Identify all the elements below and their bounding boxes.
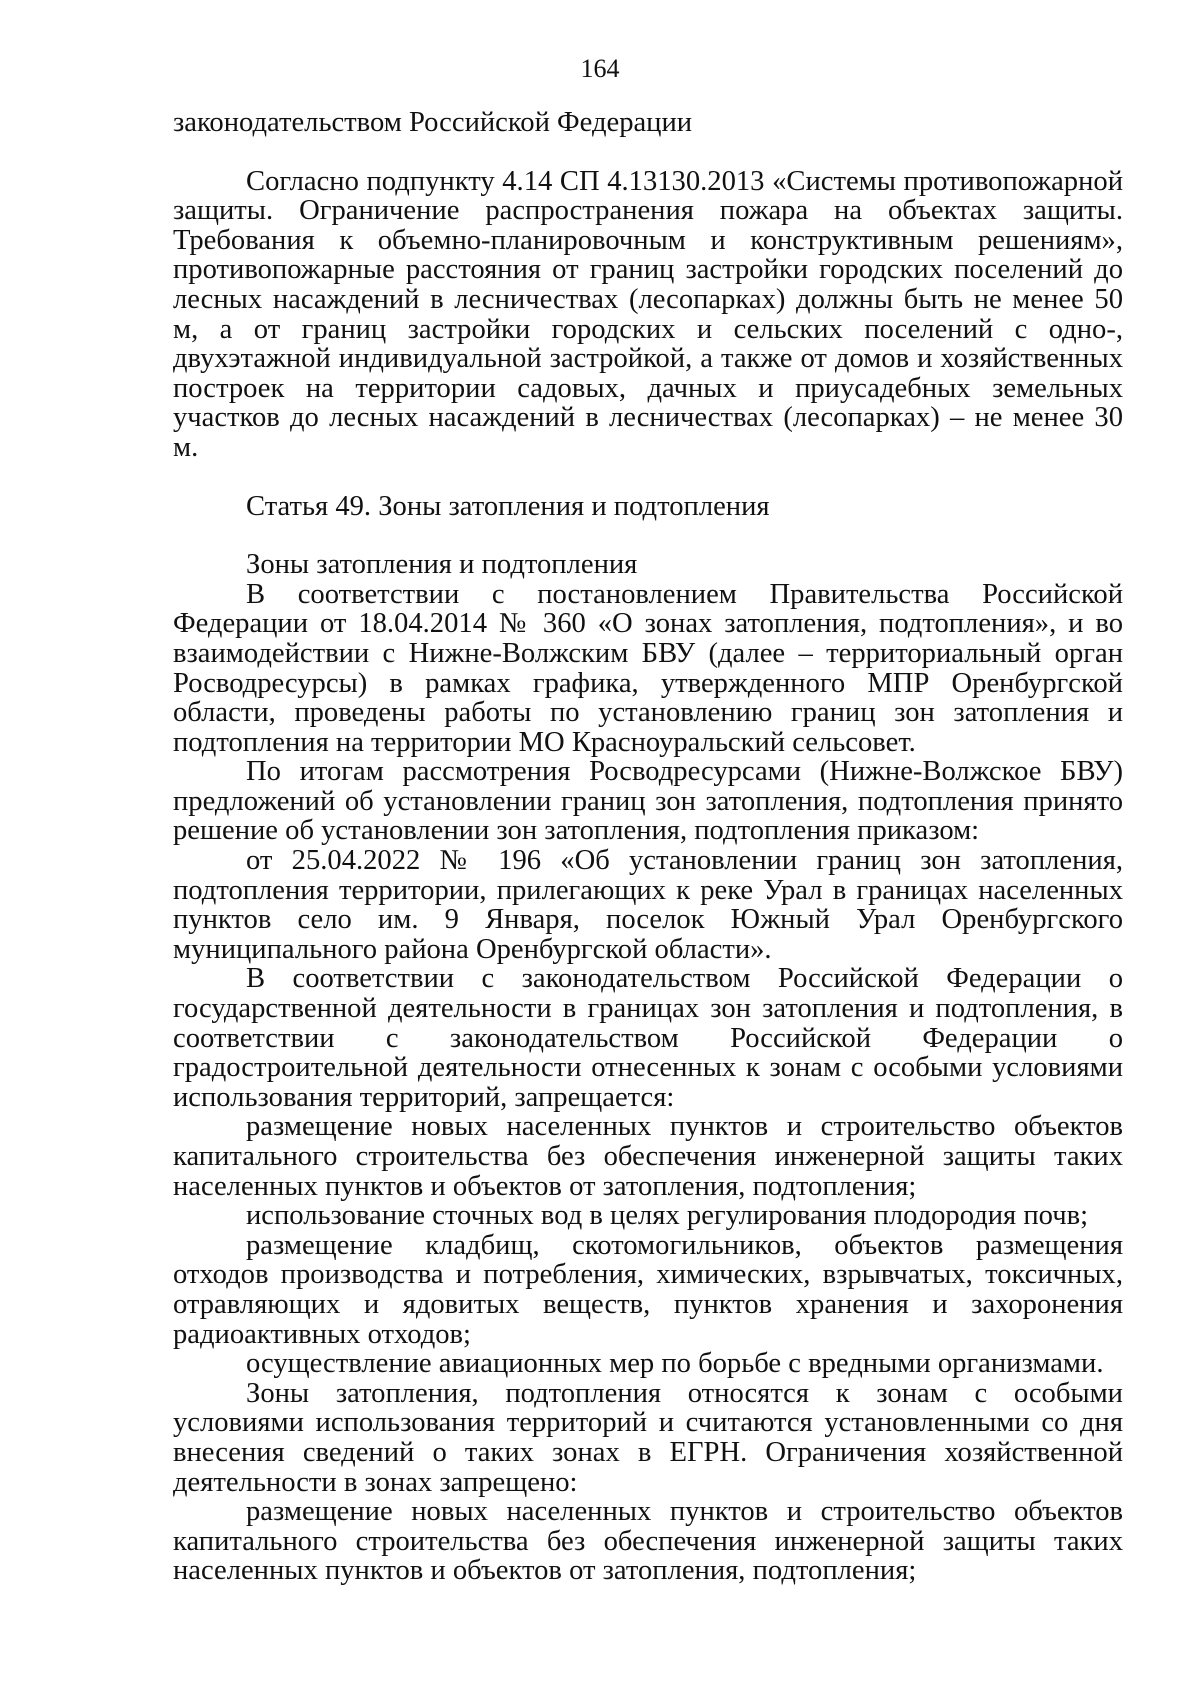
paragraph-resolution: В соответствии с постановлением Правительства Российской Федерации от 18.04.2014 № 360 «О зонах затопления, подтопления», и во взаимодействии с Нижне-Волжским БВУ (далее – территориальный орган Росводресурсы) в рамках графика, утвержденного МПР Оренбургской области, проведены работы по установлению границ зон затопления и подтопления на территории МО Красноуральский сельсовет. (173, 578, 1123, 758)
paragraph-prohibitions-intro: В соответствии с законодательством Российской Федерации о государственной деятельности в границах зон затопления и подтопления, в соответствии с законодательством Российской Федерации о градостроительной деятельности отнесенных к зонам с особыми условиями использования территорий, запрещается: (173, 963, 1123, 1113)
article-heading: Статья 49. Зоны затопления и подтопления (246, 490, 770, 522)
paragraph-zones-status: Зоны затопления, подтопления относятся к зонам с особыми условиями использования территорий и считаются установленными со дня внесения сведений о таких зонах в ЕГРН. Ограничения хозяйственной деятельности в зонах запрещено: (173, 1377, 1123, 1498)
page-number: 164 (580, 54, 620, 83)
paragraph-decision: По итогам рассмотрения Росводресурсами (Нижне-Волжское БВУ) предложений об установлении границ зон затопления, подтопления принято решение об установлении зон затопления, подтопления приказом: (173, 756, 1123, 847)
list-item-new-settlements-2: размещение новых населенных пунктов и строительство объектов капитального строительства без обеспечения инженерной защиты таких населенных пунктов и объектов от затопления, подтопления; (173, 1496, 1123, 1587)
list-item-new-settlements: размещение новых населенных пунктов и строительство объектов капитального строительства без обеспечения инженерной защиты таких населенных пунктов и объектов от затопления, подтопления; (173, 1111, 1123, 1202)
paragraph-order: от 25.04.2022 № 196 «Об установлении границ зон затопления, подтопления территории, прилегающих к реке Урал в границах населенных пунктов село им. 9 Января, поселок Южный Урал Оренбургского муниципального района Оренбургской области». (173, 845, 1123, 965)
document-body (173, 108, 1123, 1586)
section-heading: Зоны затопления и подтопления (246, 549, 638, 581)
paragraph-fire-distances: Согласно подпункту 4.14 СП 4.13130.2013 «Системы противопожарной защиты. Ограничение распространения пожара на объектах защиты. Требования к объемно-планировочным и конструктивным решениям», противопожарные расстояния от границ застройки городских поселений до лесных насаждений в лесничествах (лесопарках) должны быть не менее 50 м, а от границ застройки городских и сельских поселений с одно-, двухэтажной индивидуальной застройкой, а также от домов и хозяйственных построек на территории садовых, дачных и приусадебных земельных участков до лесных насаждений в лесничествах (лесопарках) – не менее 30 м. (173, 165, 1123, 463)
list-item-cemeteries: размещение кладбищ, скотомогильников, объектов размещения отходов производства и потребления, химических, взрывчатых, токсичных, отравляющих и ядовитых веществ, пунктов хранения и захоронения радиоактивных отходов; (173, 1229, 1123, 1350)
list-item-wastewater: использование сточных вод в целях регулирования плодородия почв; (246, 1200, 1089, 1232)
list-item-aviation: осуществление авиационных мер по борьбе с вредными организмами. (246, 1348, 1104, 1380)
paragraph-continuation: законодательством Российской Федерации (173, 107, 693, 138)
